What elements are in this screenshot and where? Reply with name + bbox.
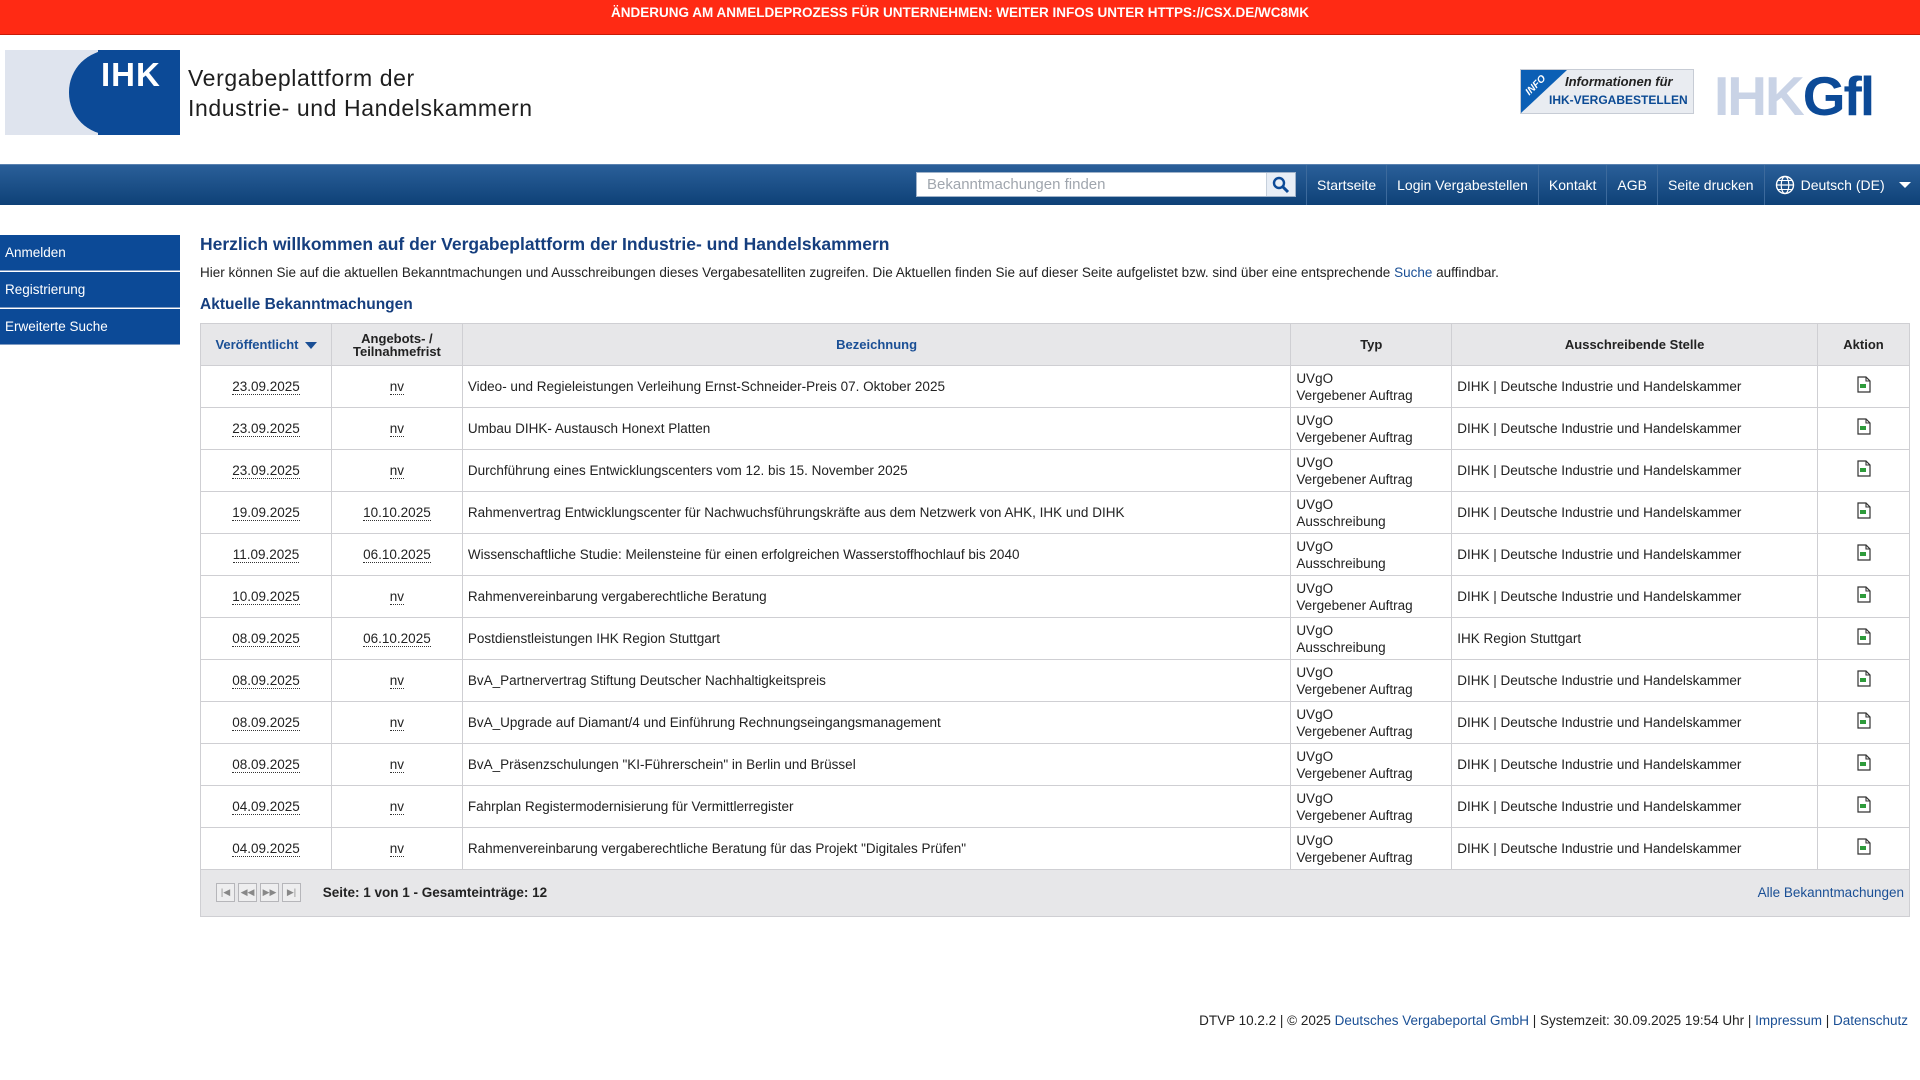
deadline-date: 06.10.2025 [363, 631, 431, 646]
deadline-date: nv [389, 463, 405, 478]
cell-published [201, 660, 332, 702]
type-status: Vergebener Auftrag [1296, 765, 1413, 781]
document-view-icon[interactable] [1856, 838, 1872, 855]
site-header [0, 35, 1920, 164]
table-header-row [201, 324, 1910, 366]
type-status: Vergebener Auftrag [1296, 849, 1413, 865]
footer-system-time: | Systemzeit: 30.09.2025 19:54 Uhr | [1529, 1013, 1756, 1028]
suche-link[interactable]: Suche [1394, 265, 1433, 280]
site-title [188, 63, 533, 123]
table-footer-cell [201, 870, 1910, 917]
document-view-icon[interactable] [1856, 586, 1872, 603]
cell-authority: DIHK | Deutsche Industrie und Handelskammer [1452, 786, 1818, 828]
cell-published [201, 492, 332, 534]
previous-page-icon[interactable]: ◀◀ [238, 883, 257, 902]
type-regulation: UVgO [1296, 580, 1334, 596]
cell-designation[interactable]: Fahrplan Registermodernisierung für Vermittlerregister [462, 786, 1290, 828]
column-header-designation[interactable]: Bezeichnung [462, 324, 1290, 366]
page-title: Herzlich willkommen auf der Vergabeplattform der Industrie- und Handelskammern [200, 234, 890, 254]
cell-action [1818, 492, 1910, 534]
type-regulation: UVgO [1296, 832, 1334, 848]
cell-type [1291, 366, 1452, 408]
cell-published [201, 408, 332, 450]
info-tag: INFO [1523, 73, 1549, 98]
nav-seite-drucken[interactable]: Seite drucken [1657, 165, 1764, 205]
ihk-logo[interactable] [5, 50, 175, 135]
info-badge-line2: IHK-VERGABESTELLEN [1549, 93, 1688, 107]
search-icon [1272, 176, 1290, 194]
cell-deadline [331, 366, 462, 408]
document-view-icon[interactable] [1856, 376, 1872, 393]
table-row[interactable] [201, 786, 1910, 828]
published-date: 23.09.2025 [232, 379, 300, 394]
cell-published [201, 618, 332, 660]
column-header-published-label: Veröffentlicht [215, 337, 299, 352]
type-regulation: UVgO [1296, 496, 1334, 512]
type-regulation: UVgO [1296, 748, 1334, 764]
deadline-date: nv [389, 841, 405, 856]
search-box [916, 172, 1296, 197]
cell-published [201, 576, 332, 618]
next-page-icon[interactable]: ▶▶ [260, 883, 279, 902]
site-title-line2: Industrie- und Handelskammern [188, 95, 533, 121]
document-view-icon[interactable] [1856, 796, 1872, 813]
ihk-gfi-logo[interactable] [1714, 65, 1874, 127]
cell-authority: DIHK | Deutsche Industrie und Handelskammer [1452, 534, 1818, 576]
deadline-date: 06.10.2025 [363, 547, 431, 562]
sidebar [0, 235, 180, 346]
pagination-controls [216, 883, 301, 902]
document-view-icon[interactable] [1856, 670, 1872, 687]
deadline-date: nv [389, 757, 405, 772]
gfi-logo-part2: Gfl [1802, 65, 1874, 127]
type-status: Vergebener Auftrag [1296, 471, 1413, 487]
cell-deadline [331, 534, 462, 576]
main-content [200, 230, 1910, 917]
type-status: Ausschreibung [1296, 555, 1386, 571]
cell-type [1291, 660, 1452, 702]
deadline-date: nv [389, 421, 405, 436]
footer-version: DTVP 10.2.2 | © 2025 [1199, 1013, 1335, 1028]
type-status: Vergebener Auftrag [1296, 681, 1413, 697]
published-date: 19.09.2025 [232, 505, 300, 520]
cell-action [1818, 702, 1910, 744]
cell-designation[interactable]: Rahmenvereinbarung vergaberechtliche Beratung für das Projekt "Digitales Prüfen" [462, 828, 1290, 870]
cell-published [201, 450, 332, 492]
cell-type [1291, 534, 1452, 576]
type-regulation: UVgO [1296, 454, 1334, 470]
column-header-deadline[interactable] [331, 324, 462, 366]
column-header-published[interactable] [201, 324, 332, 366]
cell-published [201, 534, 332, 576]
impressum-link[interactable]: Impressum [1755, 1013, 1822, 1028]
document-view-icon[interactable] [1856, 754, 1872, 771]
published-date: 04.09.2025 [232, 799, 300, 814]
datenschutz-link[interactable]: Datenschutz [1832, 1013, 1908, 1028]
published-date: 10.09.2025 [232, 589, 300, 604]
published-date: 23.09.2025 [232, 463, 300, 478]
all-announcements-link[interactable]: Alle Bekanntmachungen [1757, 885, 1904, 900]
sidebar-item-registrierung[interactable]: Registrierung [0, 272, 180, 308]
published-date: 08.09.2025 [232, 715, 300, 730]
nav-agb[interactable]: AGB [1606, 165, 1657, 205]
cell-deadline [331, 744, 462, 786]
page-footer [1199, 1013, 1908, 1028]
search-input[interactable] [917, 173, 1267, 196]
cell-authority: DIHK | Deutsche Industrie und Handelskammer [1452, 660, 1818, 702]
search-button[interactable] [1266, 173, 1295, 196]
cell-type [1291, 492, 1452, 534]
cell-deadline [331, 492, 462, 534]
cell-designation[interactable]: Durchführung eines Entwicklungscenters vom 12. bis 15. November 2025 [462, 450, 1290, 492]
type-regulation: UVgO [1296, 664, 1334, 680]
intro-text-after: auffindbar. [1432, 265, 1499, 280]
cell-deadline [331, 702, 462, 744]
type-regulation: UVgO [1296, 538, 1334, 554]
cell-type [1291, 828, 1452, 870]
published-date: 08.09.2025 [232, 673, 300, 688]
column-header-deadline-line2: Teilnahmefrist [352, 343, 441, 359]
cell-action [1818, 366, 1910, 408]
info-vergabestellen-badge[interactable] [1520, 69, 1694, 114]
cell-authority: DIHK | Deutsche Industrie und Handelskammer [1452, 450, 1818, 492]
nav-kontakt[interactable]: Kontakt [1538, 165, 1606, 205]
table-row[interactable] [201, 534, 1910, 576]
type-regulation: UVgO [1296, 622, 1334, 638]
cell-authority: DIHK | Deutsche Industrie und Handelskammer [1452, 576, 1818, 618]
table-row[interactable] [201, 828, 1910, 870]
chevron-down-icon [1899, 181, 1911, 189]
cell-designation[interactable]: Video- und Regieleistungen Verleihung Ernst-Schneider-Preis 07. Oktober 2025 [462, 366, 1290, 408]
document-view-icon[interactable] [1856, 544, 1872, 561]
cell-authority: DIHK | Deutsche Industrie und Handelskammer [1452, 828, 1818, 870]
published-date: 23.09.2025 [232, 421, 300, 436]
pagination-info: Seite: 1 von 1 - Gesamteinträge: 12 [322, 885, 548, 900]
table-row[interactable] [201, 576, 1910, 618]
document-view-icon[interactable] [1856, 502, 1872, 519]
type-status: Vergebener Auftrag [1296, 597, 1413, 613]
deadline-date: 10.10.2025 [363, 505, 431, 520]
language-label: Deutsch (DE) [1800, 177, 1885, 193]
cell-published [201, 786, 332, 828]
table-row[interactable] [201, 408, 1910, 450]
cell-designation[interactable]: BvA_Partnervertrag Stiftung Deutscher Nachhaltigkeitspreis [462, 660, 1290, 702]
published-date: 08.09.2025 [232, 631, 300, 646]
cell-type [1291, 744, 1452, 786]
cell-deadline [331, 408, 462, 450]
cell-authority: DIHK | Deutsche Industrie und Handelskammer [1452, 366, 1818, 408]
cell-designation[interactable]: BvA_Präsenzschulungen "KI-Führerschein" in Berlin und Brüssel [462, 744, 1290, 786]
document-view-icon[interactable] [1856, 460, 1872, 477]
cell-type [1291, 450, 1452, 492]
sort-desc-icon [305, 342, 317, 349]
cell-action [1818, 786, 1910, 828]
sidebar-item-erweiterte-suche[interactable]: Erweiterte Suche [0, 309, 180, 345]
cell-designation[interactable]: Umbau DIHK- Austausch Honext Platten [462, 408, 1290, 450]
cell-type [1291, 786, 1452, 828]
document-view-icon[interactable] [1856, 712, 1872, 729]
type-regulation: UVgO [1296, 706, 1334, 722]
cell-authority: DIHK | Deutsche Industrie und Handelskammer [1452, 408, 1818, 450]
table-row[interactable] [201, 660, 1910, 702]
nav-items [1306, 165, 1920, 205]
section-title: Aktuelle Bekanntmachungen [200, 296, 413, 313]
column-header-action: Aktion [1818, 324, 1910, 366]
cell-deadline [331, 576, 462, 618]
intro-text [200, 265, 1910, 280]
cell-deadline [331, 828, 462, 870]
cell-action [1818, 576, 1910, 618]
announcement-banner: ÄNDERUNG AM ANMELDEPROZESS FÜR UNTERNEHMEN: WEITER INFOS UNTER HTTPS://CSX.DE/WC8MK [0, 0, 1920, 35]
deadline-date: nv [389, 589, 405, 604]
cell-action [1818, 408, 1910, 450]
deadline-date: nv [389, 799, 405, 814]
last-page-icon[interactable]: ▶| [282, 883, 301, 902]
globe-icon [1775, 175, 1795, 195]
published-date: 04.09.2025 [232, 841, 300, 856]
cell-action [1818, 744, 1910, 786]
cell-type [1291, 702, 1452, 744]
table-row[interactable] [201, 450, 1910, 492]
cell-authority: DIHK | Deutsche Industrie und Handelskammer [1452, 744, 1818, 786]
table-row[interactable] [201, 618, 1910, 660]
cell-authority: DIHK | Deutsche Industrie und Handelskammer [1452, 492, 1818, 534]
nav-startseite[interactable]: Startseite [1306, 165, 1386, 205]
type-status: Vergebener Auftrag [1296, 429, 1413, 445]
cell-deadline [331, 786, 462, 828]
company-link[interactable]: Deutsches Vergabeportal GmbH [1334, 1013, 1530, 1028]
table-row[interactable] [201, 366, 1910, 408]
site-title-line1: Vergabeplattform der [188, 65, 415, 91]
cell-action [1818, 618, 1910, 660]
cell-authority: DIHK | Deutsche Industrie und Handelskammer [1452, 702, 1818, 744]
cell-designation[interactable]: Wissenschaftliche Studie: Meilensteine für einen erfolgreichen Wasserstoffhochlauf bis 2040 [462, 534, 1290, 576]
cell-action [1818, 660, 1910, 702]
cell-designation[interactable]: BvA_Upgrade auf Diamant/4 und Einführung Rechnungseingangsmanagement [462, 702, 1290, 744]
cell-deadline [331, 618, 462, 660]
type-regulation: UVgO [1296, 412, 1334, 428]
type-status: Vergebener Auftrag [1296, 723, 1413, 739]
main-navigation [0, 164, 1920, 205]
cell-published [201, 744, 332, 786]
document-view-icon[interactable] [1856, 628, 1872, 645]
cell-designation[interactable]: Postdienstleistungen IHK Region Stuttgart [462, 618, 1290, 660]
type-regulation: UVgO [1296, 370, 1334, 386]
cell-action [1818, 450, 1910, 492]
sidebar-item-anmelden[interactable]: Anmelden [0, 235, 180, 271]
type-status: Vergebener Auftrag [1296, 807, 1413, 823]
language-selector[interactable] [1764, 165, 1920, 205]
logo-text: IHK [101, 56, 161, 93]
nav-login-vergabestellen[interactable]: Login Vergabestellen [1386, 165, 1538, 205]
first-page-icon[interactable]: |◀ [216, 883, 235, 902]
table-row[interactable] [201, 702, 1910, 744]
column-header-type[interactable]: Typ [1291, 324, 1452, 366]
cell-published [201, 702, 332, 744]
deadline-date: nv [389, 715, 405, 730]
table-row[interactable] [201, 744, 1910, 786]
type-status: Ausschreibung [1296, 639, 1386, 655]
cell-type [1291, 576, 1452, 618]
announcements-table [200, 323, 1910, 917]
table-footer-row [201, 870, 1910, 917]
intro-text-before: Hier können Sie auf die aktuellen Bekanntmachungen und Ausschreibungen dieses Vergabesatelliten zugreifen. Die Aktuellen finden Sie auf dieser Seite aufgelistet bzw. sind über eine entsprechende [200, 265, 1395, 280]
cell-type [1291, 618, 1452, 660]
column-header-authority[interactable]: Ausschreibende Stelle [1452, 324, 1818, 366]
deadline-date: nv [389, 673, 405, 688]
cell-deadline [331, 660, 462, 702]
table-row[interactable] [201, 492, 1910, 534]
published-date: 08.09.2025 [232, 757, 300, 772]
column-header-deadline-line1: Angebots- / [361, 330, 433, 346]
document-view-icon[interactable] [1856, 418, 1872, 435]
type-status: Ausschreibung [1296, 513, 1386, 529]
cell-designation[interactable]: Rahmenvereinbarung vergaberechtliche Beratung [462, 576, 1290, 618]
cell-designation[interactable]: Rahmenvertrag Entwicklungscenter für Nachwuchsführungskräfte aus dem Netzwerk von AHK, IHK und DIHK [462, 492, 1290, 534]
cell-authority: IHK Region Stuttgart [1452, 618, 1818, 660]
deadline-date: nv [389, 379, 405, 394]
cell-action [1818, 828, 1910, 870]
cell-type [1291, 408, 1452, 450]
published-date: 11.09.2025 [232, 547, 300, 562]
info-badge-line1: Informationen für [1565, 74, 1673, 89]
cell-published [201, 828, 332, 870]
table-body [201, 366, 1910, 870]
type-regulation: UVgO [1296, 790, 1334, 806]
cell-deadline [331, 450, 462, 492]
cell-published [201, 366, 332, 408]
cell-action [1818, 534, 1910, 576]
footer-separator: | [1821, 1013, 1833, 1028]
gfi-logo-part1: IHK [1714, 65, 1803, 127]
type-status: Vergebener Auftrag [1296, 387, 1413, 403]
